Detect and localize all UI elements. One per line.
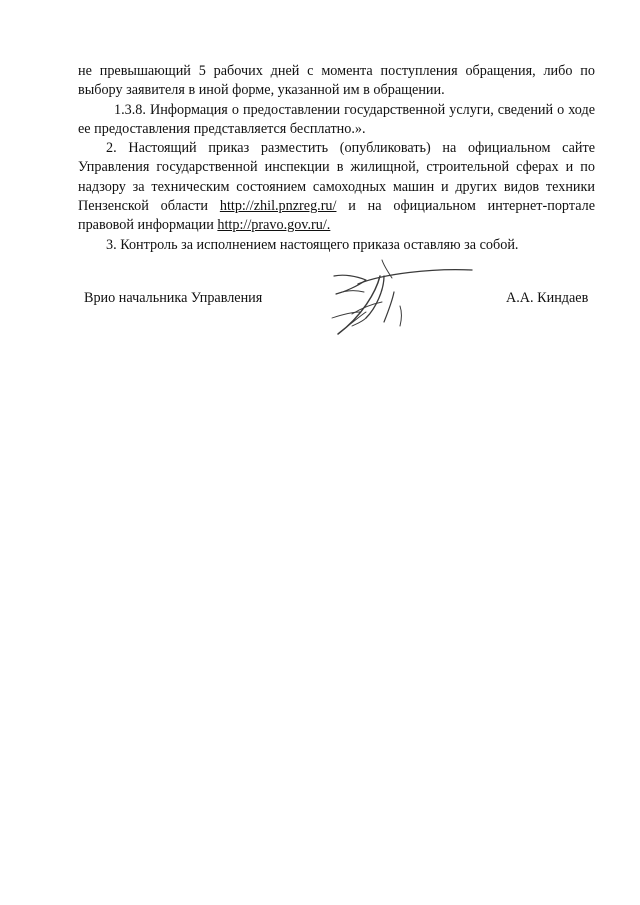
- handwritten-signature: [322, 256, 484, 340]
- link-pravo-gov[interactable]: http://pravo.gov.ru/.: [217, 217, 331, 234]
- paragraph-2-text-start: 2. Настоящий приказ разместить (опубликовать) на официальном сайте Управления государственной инспекции в жилищной, строительной сферах и по надзору за техническим состоянием самоходных машин и других видов техники Пензенской области: [78, 140, 595, 215]
- signature-row: [0, 289, 640, 313]
- paragraph-2-publication: [78, 139, 595, 235]
- signer-position: Врио начальника Управления: [84, 290, 263, 306]
- paragraph-1-3-8: 1.3.8. Информация о предоставлении государственной услуги, сведений о ходе ее предоставления представляется бесплатно.».: [78, 101, 595, 137]
- paragraph-3-control: 3. Контроль за исполнением настоящего приказа оставляю за собой.: [106, 236, 519, 253]
- paragraph-continuation: не превышающий 5 рабочих дней с момента поступления обращения, либо по выбору заявителя в иной форме, указанной им в обращении.: [78, 63, 595, 99]
- link-zhil-pnzreg[interactable]: http://zhil.pnzreg.ru/: [219, 198, 337, 215]
- signer-name: А.А. Киндаев: [506, 290, 589, 306]
- paragraph-2-text-middle: и на официальном интернет-портале правовой информации: [78, 198, 595, 234]
- document-body: [78, 62, 595, 255]
